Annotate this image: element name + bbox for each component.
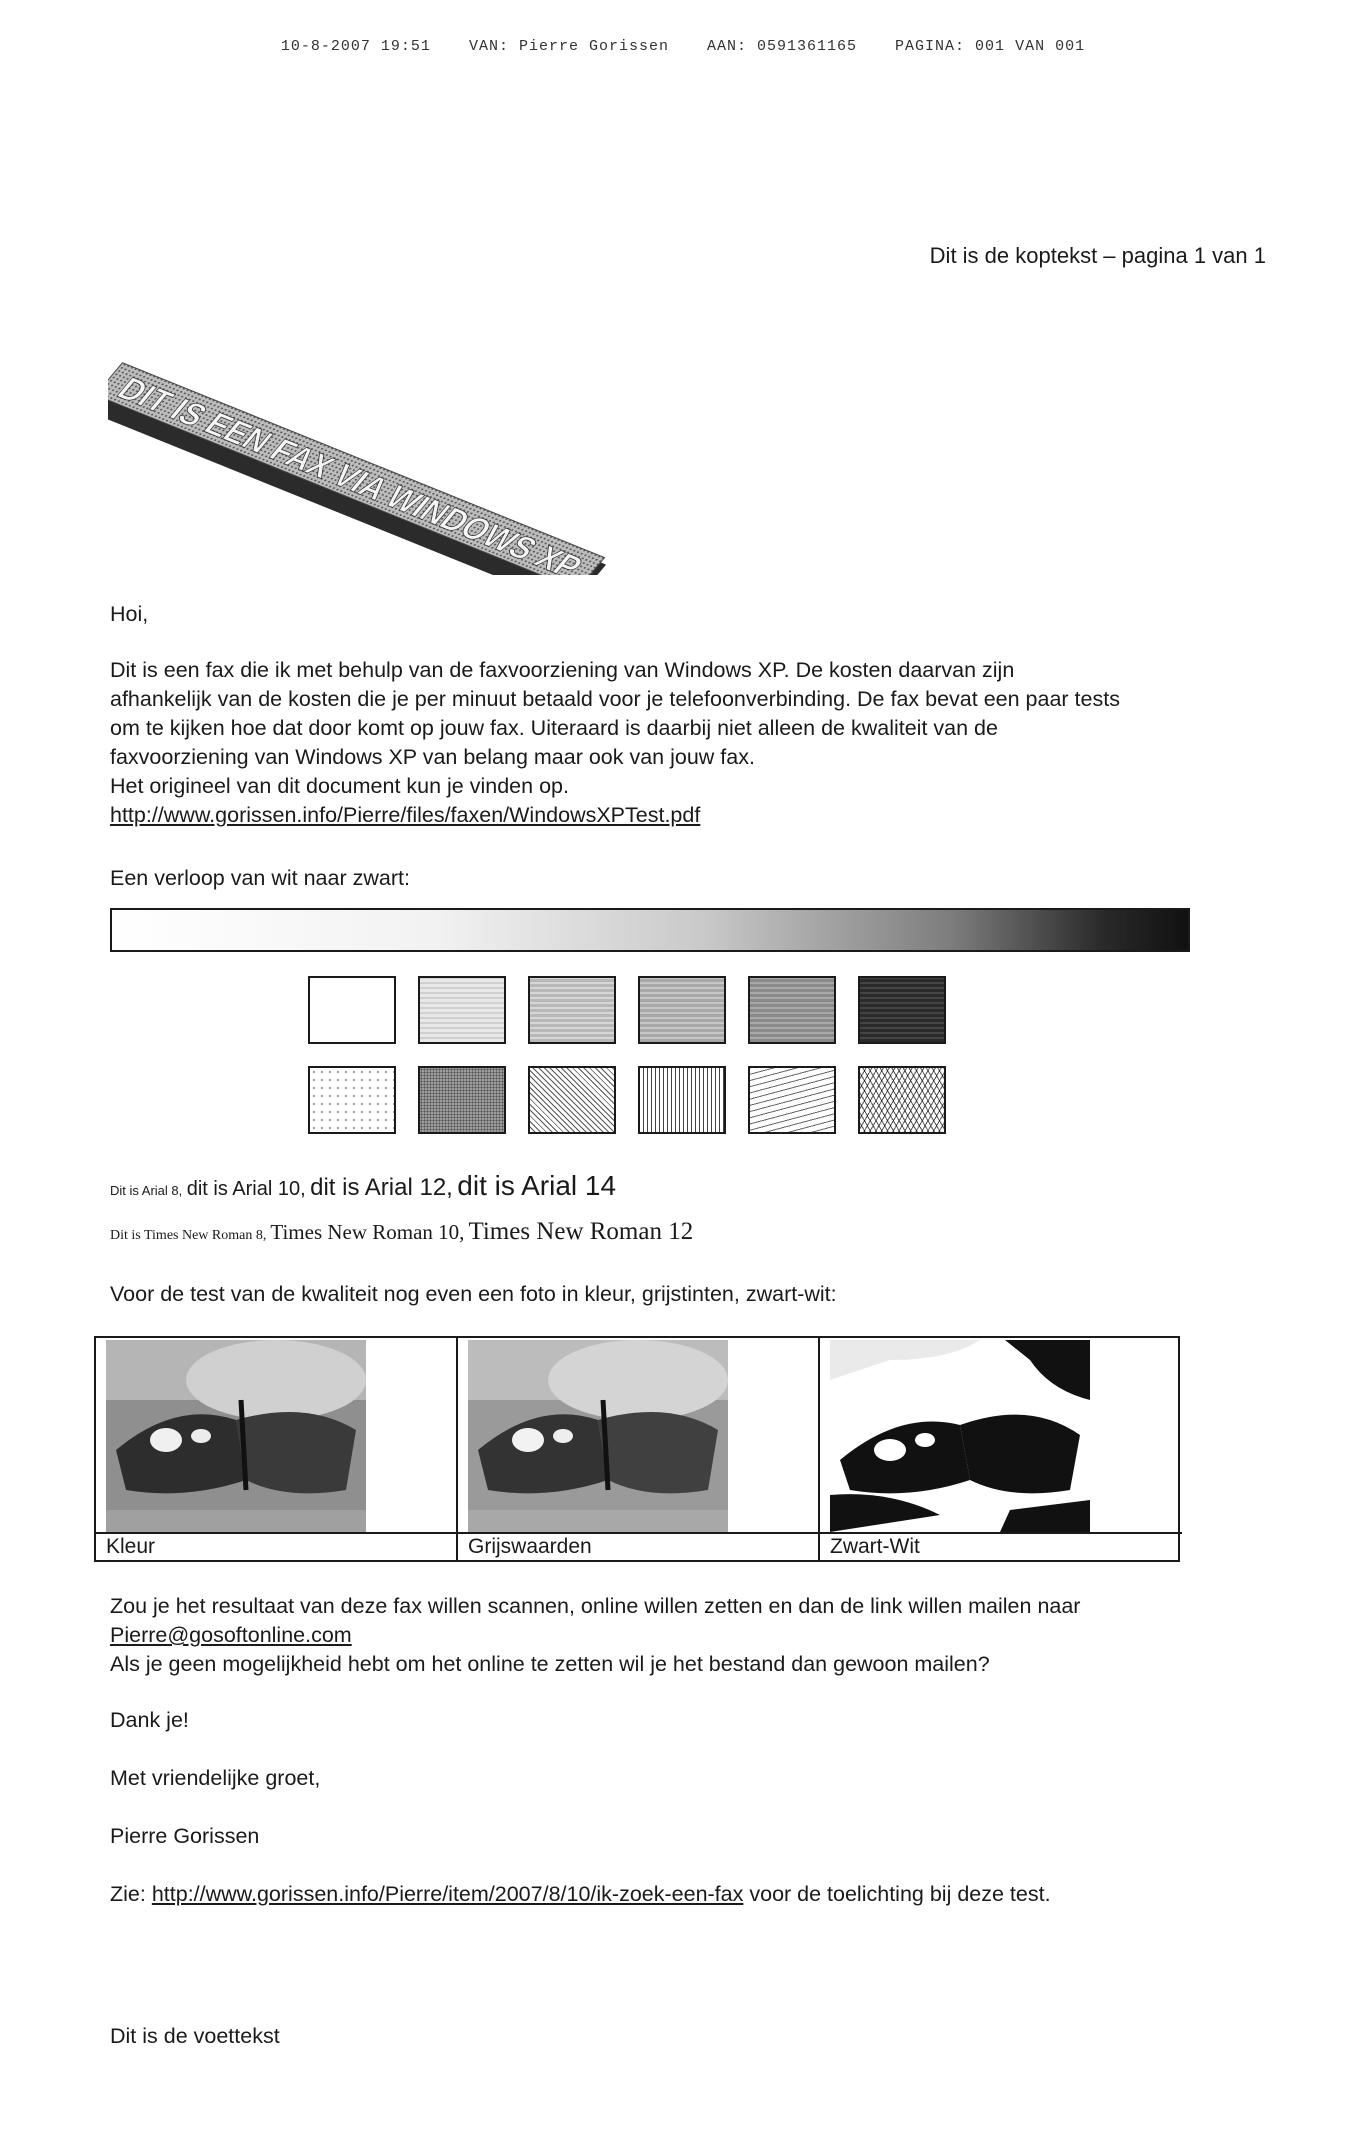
swatch-zigzag xyxy=(858,1066,946,1134)
request-line: Als je geen mogelijkheid hebt om het online te zetten wil je het bestand dan gewoon mailen? xyxy=(110,1652,990,1676)
photo-label-bw: Zwart-Wit xyxy=(820,1532,1182,1562)
arial-8-sample: Dit is Arial 8, xyxy=(110,1183,183,1198)
photo-label-gray: Grijswaarden xyxy=(458,1532,818,1562)
photo-cell-color xyxy=(96,1338,458,1560)
see-suffix: voor de toelichting bij deze test. xyxy=(749,1882,1051,1906)
signature: Pierre Gorissen xyxy=(110,1824,260,1848)
intro-line: afhankelijk van de kosten die je per minuut betaald voor je telefoonverbinding. De fax bevat een paar tests xyxy=(110,687,1120,711)
times-samples xyxy=(110,1218,693,1246)
times-12-sample: Times New Roman 12 xyxy=(468,1218,694,1245)
intro-line: faxvoorziening van Windows XP van belang maar ook van jouw fax. xyxy=(110,745,755,769)
butterfly-photo-color xyxy=(106,1340,366,1532)
see-line xyxy=(110,1880,1051,1909)
arial-14-sample: dit is Arial 14 xyxy=(457,1170,617,1201)
swatch-white xyxy=(308,976,396,1044)
fax-to: AAN: 0591361165 xyxy=(707,38,858,55)
butterfly-photo-gray xyxy=(468,1340,728,1532)
request-paragraph xyxy=(110,1592,1310,1679)
swatch-diagonal xyxy=(528,1066,616,1134)
photo-comparison-table xyxy=(94,1336,1180,1562)
gray-swatch-row xyxy=(308,976,958,1048)
arial-12-sample: dit is Arial 12, xyxy=(310,1174,453,1201)
arial-10-sample: dit is Arial 10, xyxy=(186,1178,306,1200)
intro-line: om te kijken hoe dat door komt op jouw fax. Uiteraard is daarbij niet alleen de kwaliteit van de xyxy=(110,716,998,740)
fax-date: 10-8-2007 19:51 xyxy=(280,38,431,55)
arial-samples xyxy=(110,1170,616,1202)
times-8-sample: Dit is Times New Roman 8, xyxy=(110,1228,267,1243)
gradient-label: Een verloop van wit naar zwart: xyxy=(110,866,410,890)
see-prefix: Zie: xyxy=(110,1882,146,1906)
swatch-gray-40 xyxy=(638,976,726,1044)
white-to-black-gradient xyxy=(110,908,1190,952)
swatch-slant xyxy=(748,1066,836,1134)
swatch-gray-60 xyxy=(748,976,836,1044)
photo-label-color: Kleur xyxy=(96,1532,456,1562)
wordart-logo xyxy=(108,325,628,575)
pattern-swatch-row xyxy=(308,1066,958,1138)
email-link[interactable]: Pierre@gosoftonline.com xyxy=(110,1623,352,1647)
swatch-gray-25 xyxy=(528,976,616,1044)
swatch-dots xyxy=(308,1066,396,1134)
greeting: Hoi, xyxy=(110,602,149,626)
intro-paragraph xyxy=(110,656,1290,830)
swatch-light-gray xyxy=(418,976,506,1044)
page-footer-text: Dit is de voettekst xyxy=(110,2024,280,2048)
document-link[interactable]: http://www.gorissen.info/Pierre/files/faxen/WindowsXPTest.pdf xyxy=(110,803,701,827)
intro-line: Dit is een fax die ik met behulp van de faxvoorziening van Windows XP. De kosten daarvan zijn xyxy=(110,658,1015,682)
photo-intro: Voor de test van de kwaliteit nog even een foto in kleur, grijstinten, zwart-wit: xyxy=(110,1282,837,1306)
request-line: Zou je het resultaat van deze fax willen scannen, online willen zetten en dan de link willen mailen naar xyxy=(110,1594,1081,1618)
intro-line: Het origineel van dit document kun je vinden op. xyxy=(110,774,569,798)
fax-page: PAGINA: 001 VAN 001 xyxy=(895,38,1086,55)
logo-text: DIT IS EEN FAX VIA WINDOWS XP xyxy=(109,370,628,575)
photo-cell-bw xyxy=(820,1338,1182,1560)
fax-from: VAN: Pierre Gorissen xyxy=(468,38,669,55)
closing-text: Met vriendelijke groet, xyxy=(110,1766,321,1790)
swatch-dense-dots xyxy=(418,1066,506,1134)
thanks-text: Dank je! xyxy=(110,1708,189,1732)
times-10-sample: Times New Roman 10, xyxy=(270,1220,465,1244)
swatch-vertical xyxy=(638,1066,726,1134)
fax-transmission-header xyxy=(0,38,1366,55)
photo-cell-gray xyxy=(458,1338,820,1560)
swatch-dark xyxy=(858,976,946,1044)
blog-link[interactable]: http://www.gorissen.info/Pierre/item/2007/8/10/ik-zoek-een-fax xyxy=(151,1882,744,1906)
page-header-text: Dit is de koptekst – pagina 1 van 1 xyxy=(929,243,1266,268)
butterfly-photo-bw xyxy=(830,1340,1090,1532)
